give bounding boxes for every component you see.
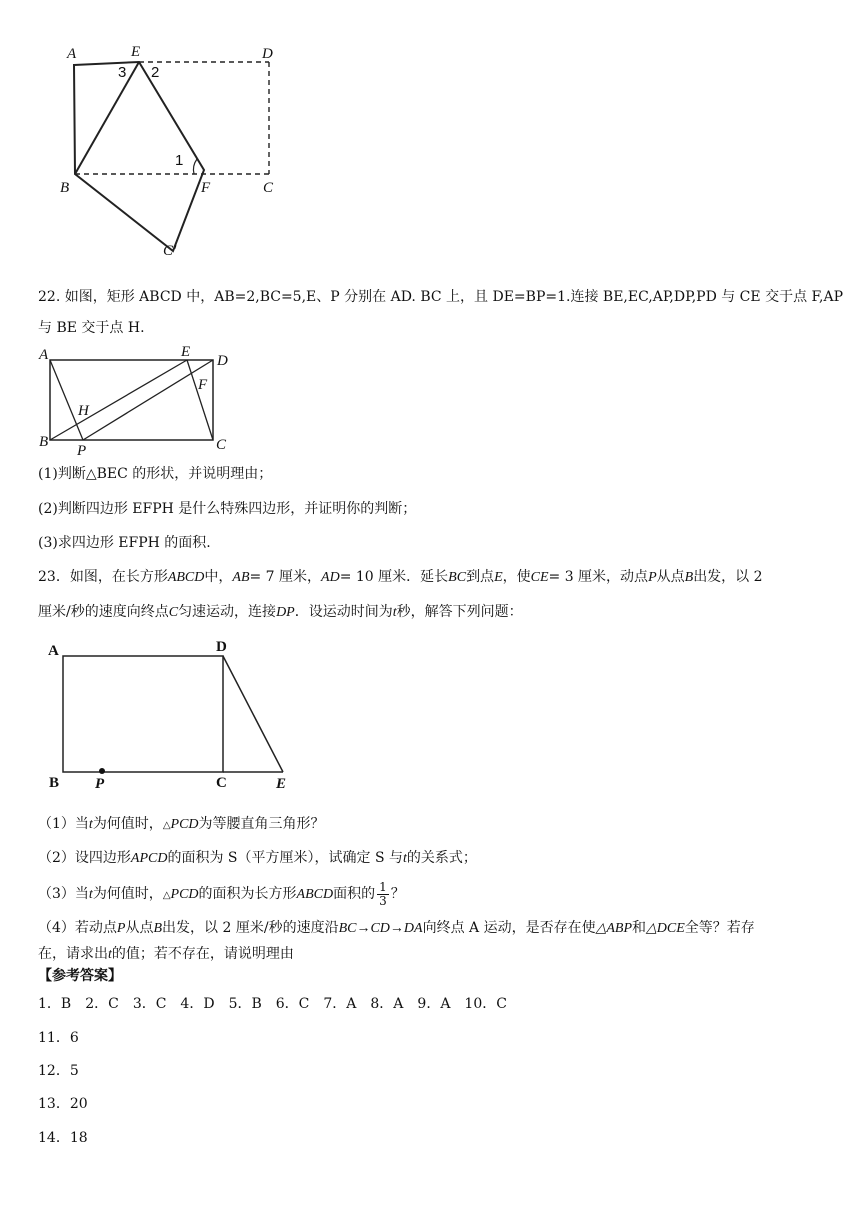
segment-ec bbox=[187, 360, 213, 440]
label-e: E bbox=[181, 344, 191, 360]
rect-abcd bbox=[50, 360, 213, 440]
q23-stem-line2: 厘米/秒的速度向终点C匀速运动，连接DP．设运动时间为t秒，解答下列问题： bbox=[38, 604, 523, 620]
label-a: A bbox=[39, 347, 49, 363]
answer-14: 14．18 bbox=[38, 1130, 88, 1146]
label-d: D bbox=[262, 46, 273, 62]
label-d: D bbox=[217, 353, 228, 369]
q22-stem-line1: 22. 如图，矩形 ABCD 中，AB=2,BC=5,E、P 分别在 AD. BC 上，且 DE=BP=1.连接 BE,EC,AP,DP,PD 与 CE 交于点 F,AP bbox=[38, 289, 844, 305]
label-e: E bbox=[276, 776, 287, 792]
label-p: P bbox=[95, 776, 105, 792]
q23-rectangle-figure bbox=[40, 635, 300, 795]
q22-part2: (2)判断四边形 EFPH 是什么特殊四边形，并证明你的判断； bbox=[38, 501, 417, 517]
label-c: C bbox=[263, 180, 274, 196]
folded-pentagon bbox=[74, 62, 204, 251]
q23-part3: （3）当t为何值时，△PCD的面积为长方形ABCD面积的 $\frac{1}{3}$ ？ bbox=[38, 879, 405, 908]
label-b: B bbox=[39, 434, 49, 450]
label-c: C bbox=[216, 437, 227, 453]
label-b: B bbox=[60, 180, 70, 196]
label-f: F bbox=[198, 377, 208, 393]
q22-stem-line2: 与 BE 交于点 H. bbox=[38, 320, 145, 336]
q22-rectangle-figure bbox=[35, 343, 235, 458]
answers-heading: 【参考答案】 bbox=[38, 968, 122, 984]
q23-part1: （1）当t为何值时，△PCD为等腰直角三角形？ bbox=[38, 816, 325, 832]
q23-part4-line2: 在，请求出t的值；若不存在，请说明理由 bbox=[38, 946, 294, 962]
q22-part3: (3)求四边形 EFPH 的面积. bbox=[38, 535, 211, 551]
label-h: H bbox=[78, 403, 89, 419]
answer-13: 13．20 bbox=[38, 1096, 88, 1112]
segment-de bbox=[223, 656, 283, 772]
q23-part2: （2）设四边形APCD的面积为 S（平方厘米），试确定 S 与t的关系式； bbox=[38, 850, 477, 866]
label-a: A bbox=[48, 643, 59, 659]
point-p bbox=[99, 768, 105, 774]
label-p: P bbox=[77, 443, 87, 458]
label-a: A bbox=[67, 46, 77, 62]
label-e: E bbox=[131, 44, 141, 60]
label-f: F bbox=[201, 180, 211, 196]
answer-12: 12．5 bbox=[38, 1063, 79, 1079]
angle-2: 2 bbox=[151, 64, 160, 81]
rect-abcd bbox=[63, 656, 223, 772]
segment-ap bbox=[50, 360, 83, 440]
folding-figure bbox=[55, 38, 295, 263]
label-c: C bbox=[216, 775, 227, 791]
q23-stem-line1: 23．如图，在长方形ABCD中，AB= 7 厘米，AD= 10 厘米．延长BC到点E，使CE= 3 厘米，动点P从点B出发，以 2 bbox=[38, 569, 763, 585]
angle-3: 3 bbox=[118, 64, 127, 81]
segment-pd bbox=[83, 360, 213, 440]
segment-be bbox=[75, 62, 139, 174]
fraction-one-third: $\frac{1}{3}$ bbox=[379, 879, 387, 908]
label-d: D bbox=[216, 639, 227, 655]
answers-multiple-choice: 1．B 2．C 3．C 4．D 5．B 6．C 7．A 8．A 9．A 10．C bbox=[38, 996, 507, 1012]
angle-arc-1 bbox=[193, 159, 197, 174]
segment-be bbox=[50, 360, 187, 440]
label-c-prime: C′ bbox=[163, 243, 177, 259]
q22-part1: (1)判断△BEC 的形状，并说明理由； bbox=[38, 466, 273, 482]
answer-11: 11．6 bbox=[38, 1030, 79, 1046]
label-b: B bbox=[49, 775, 60, 791]
q23-part4-line1: （4）若动点P从点B出发，以 2 厘米/秒的速度沿BC→CD→DA向终点 A 运动，是否存在使△ABP和△DCE全等？若存 bbox=[38, 920, 755, 936]
angle-1: 1 bbox=[175, 152, 184, 169]
